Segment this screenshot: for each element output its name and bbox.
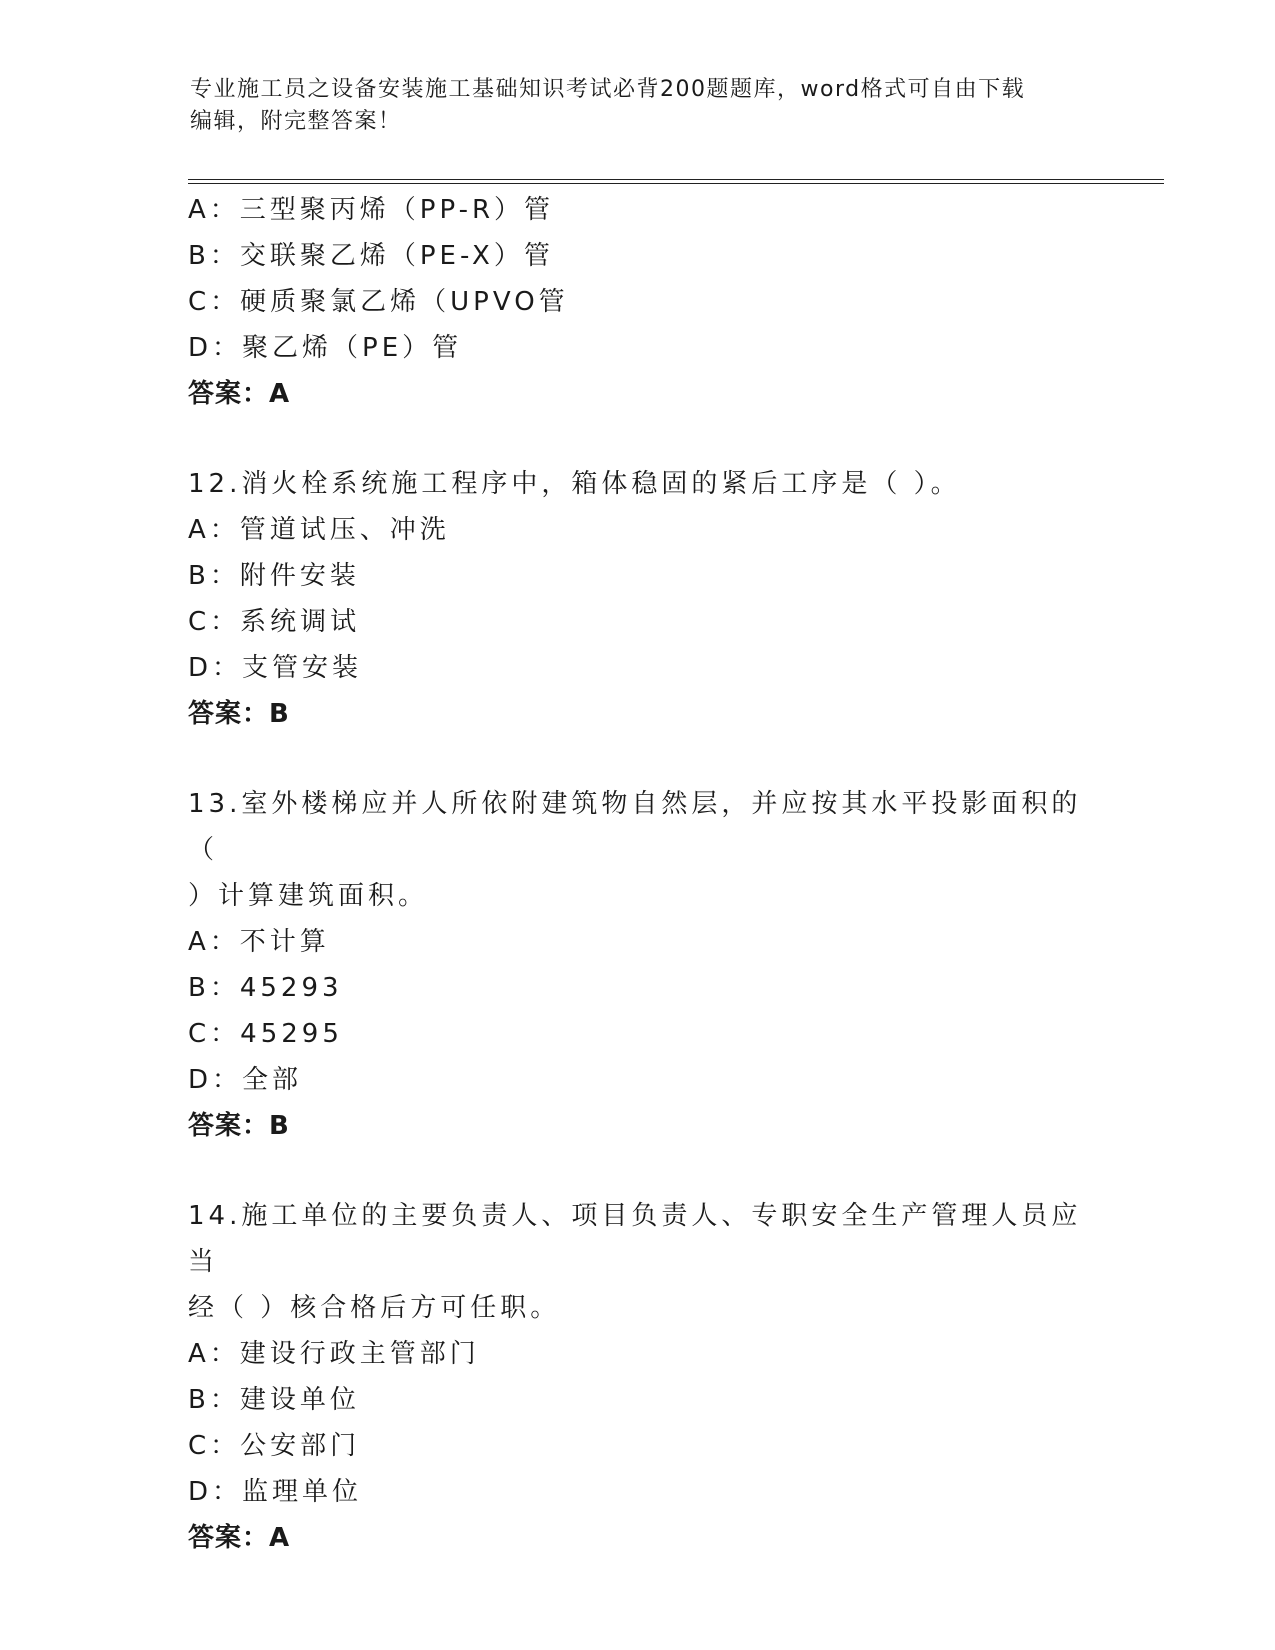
option-a: A：建设行政主管部门 bbox=[188, 1339, 480, 1369]
document-header bbox=[190, 74, 1110, 138]
question-stem-line: 13.室外楼梯应并人所依附建筑物自然层，并应按其水平投影面积的（ bbox=[188, 789, 1082, 865]
question-list bbox=[188, 187, 1088, 1561]
answer-line: 答案：B bbox=[188, 1111, 290, 1141]
question-block-14 bbox=[188, 1193, 1088, 1561]
option-c: C：公安部门 bbox=[188, 1431, 361, 1461]
option-b: B：交联聚乙烯（PE-X）管 bbox=[188, 241, 554, 271]
option-c: C：系统调试 bbox=[188, 607, 361, 637]
option-b: B：建设单位 bbox=[188, 1385, 360, 1415]
header-double-rule bbox=[188, 179, 1164, 184]
option-a: A：三型聚丙烯（PP-R）管 bbox=[188, 195, 555, 225]
spacer bbox=[188, 417, 1088, 461]
question-stem-line: 12.消火栓系统施工程序中，箱体稳固的紧后工序是（ ）。 bbox=[188, 469, 961, 499]
option-d: D：监理单位 bbox=[188, 1477, 363, 1507]
question-stem-line: 经（ ）核合格后方可任职。 bbox=[188, 1293, 561, 1323]
option-d: D：支管安装 bbox=[188, 653, 363, 683]
header-title-line-1: 专业施工员之设备安装施工基础知识考试必背200题题库，word格式可自由下载 bbox=[190, 77, 1026, 102]
spacer bbox=[188, 1149, 1088, 1193]
spacer bbox=[188, 737, 1088, 781]
question-block-13 bbox=[188, 781, 1088, 1149]
option-d: D：聚乙烯（PE）管 bbox=[188, 333, 463, 363]
header-title-line-2: 编辑，附完整答案！ bbox=[190, 109, 402, 134]
answer-line: 答案：A bbox=[188, 379, 291, 409]
question-block-12 bbox=[188, 461, 1088, 737]
answer-line: 答案：A bbox=[188, 1523, 291, 1553]
option-b: B：附件安装 bbox=[188, 561, 360, 591]
option-d: D：全部 bbox=[188, 1065, 303, 1095]
question-stem-line: 14.施工单位的主要负责人、项目负责人、专职安全生产管理人员应当 bbox=[188, 1201, 1082, 1277]
answer-line: 答案：B bbox=[188, 699, 290, 729]
option-b: B：45293 bbox=[188, 973, 343, 1003]
option-c: C：硬质聚氯乙烯（UPVO管 bbox=[188, 287, 569, 317]
question-block-continued bbox=[188, 187, 1088, 417]
question-stem-line: ）计算建筑面积。 bbox=[188, 881, 429, 911]
option-c: C：45295 bbox=[188, 1019, 343, 1049]
option-a: A：不计算 bbox=[188, 927, 330, 957]
option-a: A：管道试压、冲洗 bbox=[188, 515, 450, 545]
